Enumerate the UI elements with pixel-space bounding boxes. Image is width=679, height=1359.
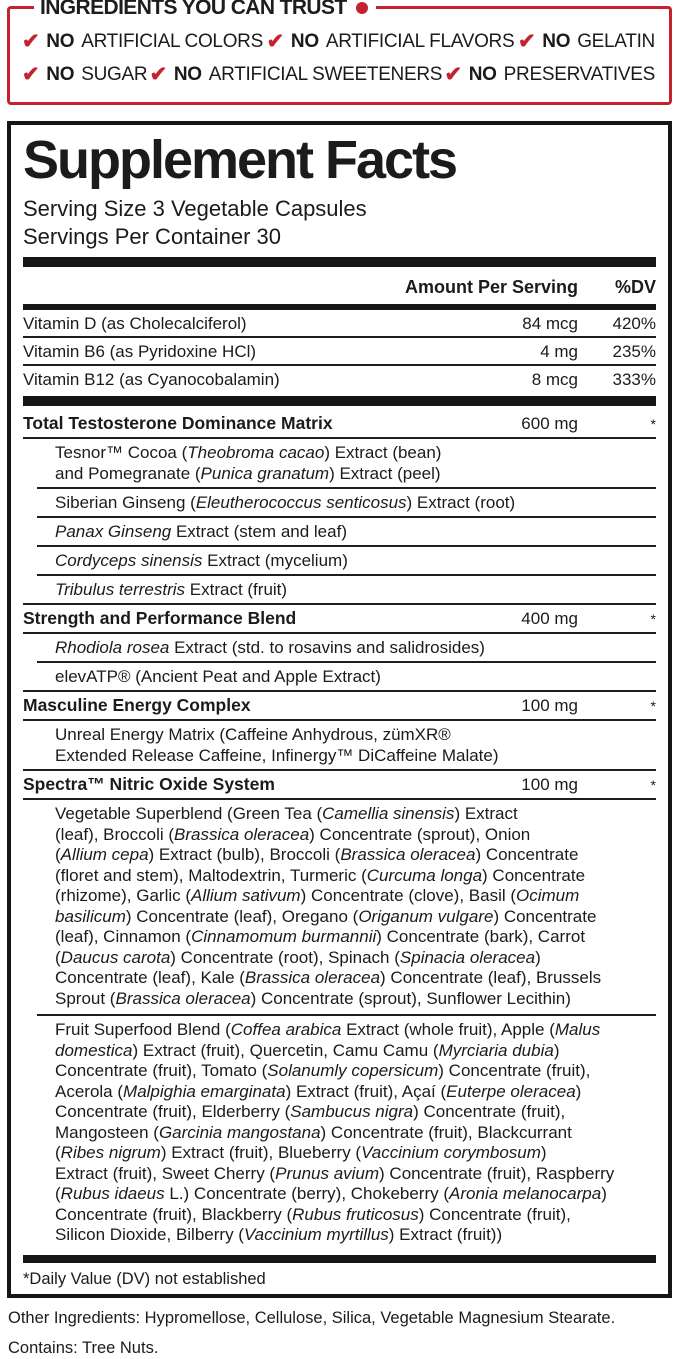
latin-name: Garcinia mangostana [158, 1122, 321, 1142]
dv-footnote: *Daily Value (DV) not established [23, 1269, 266, 1288]
nutrient-row [23, 310, 656, 336]
amount-value: 84 mcg [522, 314, 578, 334]
no-label: NO [46, 31, 75, 52]
no-claim-item [518, 28, 655, 53]
sub-ingredient-row: elevATP® (Ancient Peat and Apple Extract) [37, 661, 656, 690]
sub-ingredient-row: Fruit Superfood Blend (Coffea arabica Extract (whole fruit), Apple (Malus domestica) Extract (fruit), Quercetin, Camu Camu (Myrciaria dubia) Concentrate (fruit), Tomato (Solanumly copersicum) Concentrate (fruit), Acerola (Malpighia emarginata) Extract (fruit), Açaí (Euterpe oleracea) Concentrate (fruit), Elderberry (Sambucus nigra) Concentrate (fruit), Mangosteen (Garcinia mangostana) Concentrate (fruit), Blackcurrant (Ribes nigrum) Extract (fruit), Blueberry (Vaccinium corymbosum) Extract (fruit), Sweet Cherry (Prunus avium) Concentrate (fruit), Raspberry (Rubus idaeus L.) Concentrate (berry), Chokeberry (Aronia melanocarpa) Concentrate (fruit), Blackberry (Rubus fruticosus) Concentrate (fruit), Silicon Dioxide, Bilberry (Vaccinium myrtillus) Extract (fruit)) [37, 1014, 656, 1251]
sub-ingredient-row: Tesnor™ Cocoa (Theobroma cacao) Extract (bean) and Pomegranate (Punica granatum) Extract (peel) [23, 437, 656, 487]
banner-title-text: INGREDIENTS YOU CAN TRUST [40, 0, 347, 19]
amount-value: 400 mg [521, 609, 578, 629]
latin-name: Brassica oleracea [174, 824, 310, 844]
claim-label: GELATIN [577, 31, 655, 52]
check-icon: ✔ [517, 30, 536, 53]
no-label: NO [173, 64, 202, 85]
sub-ingredient-row: Panax Ginseng Extract (stem and leaf) [37, 516, 656, 545]
other-ingredients: Other Ingredients: Hypromellose, Cellulose, Silica, Vegetable Magnesium Stearate. [8, 1308, 616, 1327]
latin-name: Eleutherococcus senticosus [195, 493, 407, 513]
no-claim-item [150, 61, 443, 86]
claim-label: ARTIFICIAL SWEETENERS [208, 64, 443, 85]
latin-name: Origanum vulgare [358, 906, 494, 926]
no-claim-item [22, 61, 147, 86]
ingredient-name: Spectra™ Nitric Oxide System [23, 774, 275, 795]
red-dot-icon [356, 2, 368, 14]
latin-name: Sambucus nigra [290, 1102, 414, 1122]
divider-bar [23, 1255, 656, 1263]
no-label: NO [46, 64, 75, 85]
no-claim-item [444, 61, 655, 86]
latin-name: Coffea arabica [230, 1020, 342, 1040]
latin-name: Allium cepa [60, 845, 149, 865]
ingredient-name: Vitamin B6 (as Pyridoxine HCl) [23, 342, 257, 362]
sub-ingredient-row: Rhodiola rosea Extract (std. to rosavins and salidrosides) [23, 632, 656, 661]
ingredients-trust-banner [7, 0, 672, 105]
latin-name: Brassica oleracea [115, 988, 251, 1008]
ingredient-name: Masculine Energy Complex [23, 695, 251, 716]
latin-name: Myrciaria dubia [438, 1040, 554, 1060]
latin-name: Camellia sinensis [322, 804, 455, 824]
dv-header: %DV [614, 277, 656, 298]
column-header-row [23, 273, 656, 301]
latin-name: Rubus fruticosus [292, 1204, 419, 1224]
check-icon: ✔ [22, 63, 40, 86]
latin-name: Spinacia oleracea [399, 947, 536, 967]
check-icon: ✔ [149, 63, 167, 86]
servings-per-container: Servings Per Container 30 [23, 224, 282, 250]
latin-name: Ribes nigrum [60, 1143, 161, 1163]
amount-value: 8 mcg [531, 370, 578, 390]
banner-row-2 [22, 61, 655, 86]
latin-name: Daucus carota [60, 947, 171, 967]
latin-name: Panax Ginseng [55, 522, 172, 542]
ingredient-name: Vitamin D (as Cholecalciferol) [23, 314, 247, 334]
latin-name: Curcuma longa [366, 865, 483, 885]
no-claim-item [22, 28, 263, 53]
latin-name: Cordyceps sinensis [55, 551, 203, 571]
divider-bar [23, 396, 656, 406]
latin-name: Theobroma cacao [187, 443, 325, 463]
amount-value: 100 mg [521, 696, 578, 716]
claim-label: SUGAR [81, 64, 148, 85]
ingredient-name: Strength and Performance Blend [23, 608, 297, 629]
facts-rows [23, 310, 656, 1263]
nutrient-row [23, 364, 656, 392]
check-icon: ✔ [266, 30, 284, 53]
serving-size: Serving Size 3 Vegetable Capsules [23, 196, 367, 222]
amount-per-serving-header: Amount Per Serving [404, 277, 578, 298]
sub-ingredient-row: Tribulus terrestris Extract (fruit) [37, 574, 656, 603]
no-label: NO [468, 64, 497, 85]
sub-ingredient-row: Cordyceps sinensis Extract (mycelium) [37, 545, 656, 574]
nutrient-row [23, 336, 656, 364]
amount-value: 4 mg [540, 342, 578, 362]
latin-name: Rubus idaeus [60, 1184, 165, 1204]
latin-name: basilicum [55, 906, 126, 926]
latin-name: domestica [55, 1040, 133, 1060]
claim-label: PRESERVATIVES [503, 64, 655, 85]
dv-value: 333% [612, 370, 656, 390]
dv-value: * [650, 698, 656, 715]
amount-value: 600 mg [521, 414, 578, 434]
latin-name: Malpighia emarginata [123, 1081, 286, 1101]
supplement-facts-panel [7, 121, 672, 1298]
no-label: NO [542, 31, 571, 52]
latin-name: Euterpe oleracea [446, 1081, 576, 1101]
contains-statement: Contains: Tree Nuts. [8, 1338, 159, 1357]
latin-name: Brassica oleracea [340, 845, 476, 865]
latin-name: Vaccinium corymbosum [361, 1143, 541, 1163]
latin-name: Rhodiola rosea [55, 638, 170, 658]
latin-name: Cinnamomum burmannii [191, 927, 377, 947]
claim-label: ARTIFICIAL FLAVORS [325, 31, 515, 52]
amount-value: 100 mg [521, 775, 578, 795]
panel-title: Supplement Facts [23, 130, 457, 190]
latin-name: Brassica oleracea [244, 968, 381, 988]
claim-label: ARTIFICIAL COLORS [81, 31, 263, 52]
dv-value: * [650, 611, 656, 628]
latin-name: Solanumly copersicum [267, 1061, 439, 1081]
blend-section-row [23, 410, 656, 437]
banner-title [34, 0, 376, 20]
latin-name: Prunus avium [275, 1163, 380, 1183]
no-claim-item [267, 28, 515, 53]
check-icon: ✔ [444, 63, 462, 86]
no-label: NO [290, 31, 319, 52]
latin-name: Aronia melanocarpa [449, 1184, 602, 1204]
banner-row-1 [22, 28, 655, 53]
ingredient-name: Total Testosterone Dominance Matrix [23, 413, 333, 434]
blend-section-row [23, 603, 656, 632]
latin-name: Malus [554, 1020, 601, 1040]
sub-ingredient-row: Siberian Ginseng (Eleutherococcus senticosus) Extract (root) [37, 487, 656, 516]
latin-name: Vaccinium myrtillus [243, 1225, 389, 1245]
check-icon: ✔ [22, 30, 40, 53]
dv-value: * [650, 777, 656, 794]
latin-name: Punica granatum [200, 464, 330, 484]
ingredient-name: Vitamin B12 (as Cyanocobalamin) [23, 370, 280, 390]
dv-value: 235% [612, 342, 656, 362]
blend-section-row [23, 769, 656, 798]
divider-bar [23, 257, 656, 267]
blend-section-row [23, 690, 656, 719]
sub-ingredient-row: Vegetable Superblend (Green Tea (Camellia sinensis) Extract (leaf), Broccoli (Brassica oleracea) Concentrate (sprout), Onion (Allium cepa) Extract (bulb), Broccoli (Brassica oleracea) Concentrate (floret and stem), Maltodextrin, Turmeric (Curcuma longa) Concentrate (rhizome), Garlic (Allium sativum) Concentrate (clove), Basil (Ocimum basilicum) Concentrate (leaf), Oregano (Origanum vulgare) Concentrate (leaf), Cinnamon (Cinnamomum burmannii) Concentrate (bark), Carrot (Daucus carota) Concentrate (root), Spinach (Spinacia oleracea) Concentrate (leaf), Kale (Brassica oleracea) Concentrate (leaf), Brussels Sprout (Brassica oleracea) Concentrate (sprout), Sunflower Lecithin) [23, 798, 656, 1014]
sub-ingredient-row: Unreal Energy Matrix (Caffeine Anhydrous, zümXR® Extended Release Caffeine, Infinergy™ DiCaffeine Malate) [23, 719, 656, 769]
dv-value: * [650, 416, 656, 433]
latin-name: Ocimum [516, 886, 580, 906]
latin-name: Tribulus terrestris [55, 580, 186, 600]
dv-value: 420% [612, 314, 656, 334]
latin-name: Allium sativum [191, 886, 301, 906]
